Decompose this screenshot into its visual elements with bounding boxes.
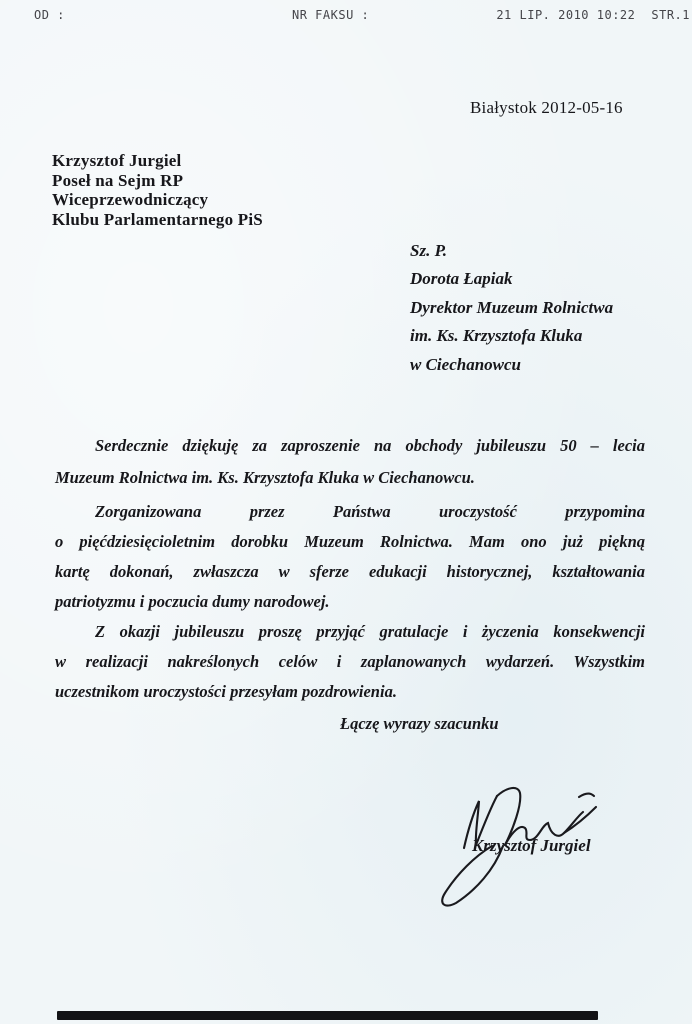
fax-page-indicator: STR.1 <box>651 8 690 22</box>
recipient-salutation: Sz. P. <box>410 241 448 260</box>
fax-number-label: NR FAKSU : <box>292 8 370 22</box>
recipient-location: w Ciechanowcu <box>410 354 521 374</box>
signature-typed-name: Krzysztof Jurgiel <box>472 836 591 855</box>
body-line: Z okazji jubileuszu proszę przyjąć gratulacje i życzenia konsekwencji <box>95 622 645 641</box>
dateline: Białystok 2012-05-16 <box>470 98 623 117</box>
body-line: w realizacji nakreślonych celów i zaplanowanych wydarzeń. Wszystkim <box>55 652 645 671</box>
fax-timestamp: 21 LIP. 2010 10:22 <box>496 8 636 22</box>
sender-name: Krzysztof Jurgiel <box>52 151 182 170</box>
fax-header-right <box>496 8 690 22</box>
handwritten-signature <box>412 782 642 922</box>
recipient-name: Dorota Łapiak <box>410 269 513 289</box>
paragraph-1 <box>55 430 645 494</box>
body-line: Zorganizowana przez Państwa uroczystość przypomina <box>95 502 645 521</box>
sender-block <box>52 151 263 229</box>
fax-from-label: OD : <box>34 8 65 22</box>
body-line: patriotyzmu i poczucia dumy narodowej. <box>55 592 330 611</box>
fax-transmission-header <box>0 8 692 26</box>
body-line: uczestnikom uroczystości przesyłam pozdrowienia. <box>55 682 397 701</box>
scan-artifact-bar <box>57 1011 598 1020</box>
sender-title-3: Klubu Parlamentarnego PiS <box>52 209 263 229</box>
sender-title-1: Poseł na Sejm RP <box>52 170 184 190</box>
paragraph-2 <box>55 497 645 617</box>
body-line: Serdecznie dziękuję za zaproszenie na obchody jubileuszu 50 – lecia <box>95 436 645 455</box>
recipient-block <box>410 237 613 379</box>
recipient-title-1: Dyrektor Muzeum Rolnictwa <box>410 297 614 317</box>
body-line: kartę dokonań, zwłaszcza w sferze edukacji historycznej, kształtowania <box>55 562 645 581</box>
recipient-title-2: im. Ks. Krzysztofa Kluka <box>410 326 583 346</box>
body-line: Muzeum Rolnictwa im. Ks. Krzysztofa Kluka w Ciechanowcu. <box>55 468 475 487</box>
body-line: o pięćdziesięcioletnim dorobku Muzeum Rolnictwa. Mam ono już piękną <box>55 532 645 551</box>
letter-body <box>55 430 645 739</box>
sender-title-2: Wiceprzewodniczący <box>52 190 209 209</box>
paragraph-3 <box>55 617 645 707</box>
closing-phrase: Łączę wyrazy szacunku <box>340 714 499 733</box>
signature-block <box>412 782 642 922</box>
